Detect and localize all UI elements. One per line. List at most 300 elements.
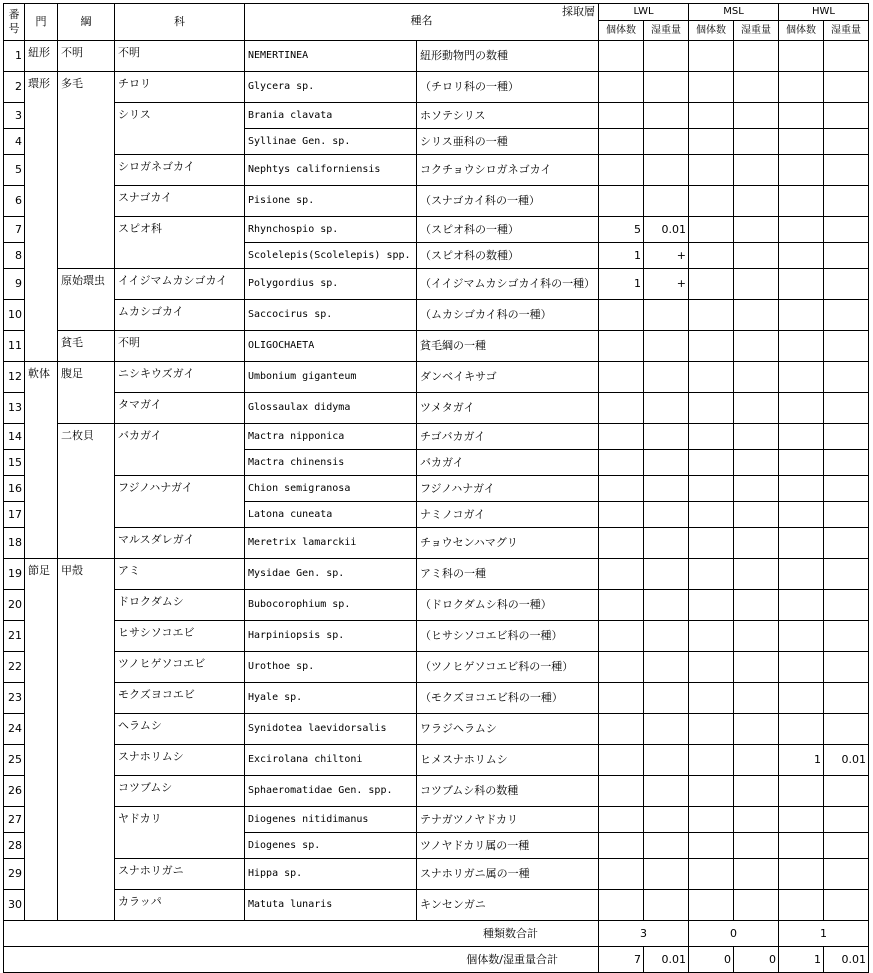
family-cell: 不明 xyxy=(115,331,245,362)
value-hwl-n xyxy=(779,243,824,269)
value-msl-w xyxy=(734,362,779,393)
value-lwl-n xyxy=(599,72,644,103)
class-cell: 原始環虫 xyxy=(58,269,115,331)
header-lwl-count: 個体数 xyxy=(599,21,644,41)
value-lwl-n xyxy=(599,393,644,424)
class-cell: 貧毛 xyxy=(58,331,115,362)
value-msl-n xyxy=(689,243,734,269)
value-lwl-w xyxy=(644,502,689,528)
japanese-name: （ムカシゴカイ科の一種） xyxy=(417,300,599,331)
value-hwl-n xyxy=(779,129,824,155)
value-lwl-w xyxy=(644,450,689,476)
class-cell: 多毛 xyxy=(58,72,115,269)
value-lwl-n xyxy=(599,502,644,528)
value-lwl-w xyxy=(644,331,689,362)
value-lwl-w xyxy=(644,890,689,921)
table-row xyxy=(4,890,869,921)
value-lwl-w: + xyxy=(644,243,689,269)
family-cell: スピオ科 xyxy=(115,217,245,269)
value-hwl-w xyxy=(824,269,869,300)
value-msl-n xyxy=(689,331,734,362)
value-lwl-w xyxy=(644,559,689,590)
row-number: 21 xyxy=(4,621,25,652)
row-number: 24 xyxy=(4,714,25,745)
value-lwl-n xyxy=(599,300,644,331)
value-msl-w xyxy=(734,129,779,155)
class-cell: 甲殻 xyxy=(58,559,115,921)
family-cell: ヤドカリ xyxy=(115,807,245,859)
value-msl-n xyxy=(689,300,734,331)
japanese-name: ダンベイキサゴ xyxy=(417,362,599,393)
scientific-name: Scolelepis(Scolelepis) spp. xyxy=(245,243,417,269)
table-row xyxy=(4,362,869,393)
header-msl: MSL xyxy=(689,4,779,21)
value-hwl-w xyxy=(824,424,869,450)
value-lwl-n: 1 xyxy=(599,243,644,269)
phylum-cell: 環形 xyxy=(25,72,58,362)
table-row xyxy=(4,217,869,243)
japanese-name: （スピオ科の数種） xyxy=(417,243,599,269)
value-lwl-w: + xyxy=(644,269,689,300)
value-lwl-n: 1 xyxy=(599,269,644,300)
japanese-name: フジノハナガイ xyxy=(417,476,599,502)
value-hwl-w xyxy=(824,243,869,269)
header-class: 綱 xyxy=(58,4,115,41)
value-lwl-w xyxy=(644,621,689,652)
scientific-name: Umbonium giganteum xyxy=(245,362,417,393)
value-lwl-w xyxy=(644,590,689,621)
japanese-name: コツブムシ科の数種 xyxy=(417,776,599,807)
family-cell: ヘラムシ xyxy=(115,714,245,745)
table-row xyxy=(4,331,869,362)
total-label: 個体数/湿重量合計 xyxy=(4,947,599,973)
table-row xyxy=(4,745,869,776)
value-msl-n xyxy=(689,155,734,186)
value-lwl-w xyxy=(644,528,689,559)
total-msl-weight: 0 xyxy=(734,947,779,973)
value-hwl-w xyxy=(824,72,869,103)
scientific-name: Matuta lunaris xyxy=(245,890,417,921)
japanese-name: チゴバカガイ xyxy=(417,424,599,450)
value-hwl-w xyxy=(824,621,869,652)
scientific-name: OLIGOCHAETA xyxy=(245,331,417,362)
header-msl-count: 個体数 xyxy=(689,21,734,41)
value-hwl-n xyxy=(779,776,824,807)
family-cell: イイジマムカシゴカイ xyxy=(115,269,245,300)
value-msl-w xyxy=(734,41,779,72)
value-msl-w xyxy=(734,621,779,652)
value-hwl-w xyxy=(824,103,869,129)
row-number: 10 xyxy=(4,300,25,331)
table-row xyxy=(4,186,869,217)
value-msl-w xyxy=(734,450,779,476)
value-msl-n xyxy=(689,859,734,890)
value-hwl-n xyxy=(779,269,824,300)
header-phylum: 門 xyxy=(25,4,58,41)
total-hwl-weight: 0.01 xyxy=(824,947,869,973)
species-count-row xyxy=(4,921,869,947)
scientific-name: Syllinae Gen. sp. xyxy=(245,129,417,155)
value-hwl-n xyxy=(779,450,824,476)
scientific-name: Chion semigranosa xyxy=(245,476,417,502)
value-lwl-n xyxy=(599,424,644,450)
row-number: 17 xyxy=(4,502,25,528)
value-msl-w xyxy=(734,502,779,528)
value-hwl-w xyxy=(824,217,869,243)
value-lwl-w xyxy=(644,300,689,331)
value-msl-n xyxy=(689,559,734,590)
value-hwl-w xyxy=(824,807,869,833)
value-lwl-w xyxy=(644,155,689,186)
value-hwl-n xyxy=(779,528,824,559)
row-number: 5 xyxy=(4,155,25,186)
value-hwl-n xyxy=(779,683,824,714)
value-hwl-w xyxy=(824,393,869,424)
japanese-name: バカガイ xyxy=(417,450,599,476)
scientific-name: Harpiniopsis sp. xyxy=(245,621,417,652)
value-hwl-n xyxy=(779,103,824,129)
family-cell: コツブムシ xyxy=(115,776,245,807)
value-hwl-w xyxy=(824,833,869,859)
row-number: 6 xyxy=(4,186,25,217)
value-lwl-n xyxy=(599,859,644,890)
header-hwl-weight: 湿重量 xyxy=(824,21,869,41)
row-number: 13 xyxy=(4,393,25,424)
scientific-name: Bubocorophium sp. xyxy=(245,590,417,621)
total-lwl-weight: 0.01 xyxy=(644,947,689,973)
value-hwl-n xyxy=(779,362,824,393)
value-msl-w xyxy=(734,559,779,590)
value-hwl-w xyxy=(824,476,869,502)
value-lwl-n xyxy=(599,528,644,559)
table-row xyxy=(4,41,869,72)
value-msl-n xyxy=(689,186,734,217)
family-cell: フジノハナガイ xyxy=(115,476,245,528)
value-msl-w xyxy=(734,393,779,424)
value-msl-w xyxy=(734,186,779,217)
value-msl-n xyxy=(689,103,734,129)
value-msl-w xyxy=(734,424,779,450)
row-number: 2 xyxy=(4,72,25,103)
value-hwl-w xyxy=(824,186,869,217)
family-cell: 不明 xyxy=(115,41,245,72)
value-msl-w xyxy=(734,72,779,103)
value-lwl-n xyxy=(599,621,644,652)
total-lwl-count: 7 xyxy=(599,947,644,973)
value-lwl-n xyxy=(599,362,644,393)
value-lwl-w xyxy=(644,652,689,683)
scientific-name: Diogenes sp. xyxy=(245,833,417,859)
value-msl-w xyxy=(734,590,779,621)
total-hwl-count: 1 xyxy=(779,947,824,973)
value-hwl-n: 1 xyxy=(779,745,824,776)
table-row xyxy=(4,103,869,129)
scientific-name: Brania clavata xyxy=(245,103,417,129)
scientific-name: Urothoe sp. xyxy=(245,652,417,683)
family-cell: バカガイ xyxy=(115,424,245,476)
value-hwl-w xyxy=(824,450,869,476)
table-row xyxy=(4,300,869,331)
value-lwl-n xyxy=(599,590,644,621)
value-hwl-n xyxy=(779,807,824,833)
value-msl-w xyxy=(734,859,779,890)
table-row xyxy=(4,476,869,502)
value-msl-n xyxy=(689,833,734,859)
value-hwl-n xyxy=(779,393,824,424)
value-msl-w xyxy=(734,476,779,502)
row-number: 12 xyxy=(4,362,25,393)
japanese-name: シリス亜科の一種 xyxy=(417,129,599,155)
scientific-name: Mactra chinensis xyxy=(245,450,417,476)
row-number: 8 xyxy=(4,243,25,269)
value-lwl-w xyxy=(644,807,689,833)
species-count-label: 種類数合計 xyxy=(4,921,599,947)
value-msl-n xyxy=(689,502,734,528)
value-msl-n xyxy=(689,129,734,155)
family-cell: スナホリガニ xyxy=(115,859,245,890)
japanese-name: ワラジヘラムシ xyxy=(417,714,599,745)
row-number: 1 xyxy=(4,41,25,72)
class-cell: 不明 xyxy=(58,41,115,72)
value-lwl-w xyxy=(644,393,689,424)
value-msl-w xyxy=(734,683,779,714)
value-hwl-n xyxy=(779,300,824,331)
row-number: 19 xyxy=(4,559,25,590)
value-lwl-w xyxy=(644,41,689,72)
row-number: 27 xyxy=(4,807,25,833)
value-msl-n xyxy=(689,890,734,921)
value-hwl-w xyxy=(824,683,869,714)
value-hwl-w xyxy=(824,652,869,683)
scientific-name: Diogenes nitidimanus xyxy=(245,807,417,833)
japanese-name: チョウセンハマグリ xyxy=(417,528,599,559)
family-cell: アミ xyxy=(115,559,245,590)
value-hwl-w xyxy=(824,41,869,72)
value-lwl-w xyxy=(644,714,689,745)
japanese-name: （スピオ科の一種） xyxy=(417,217,599,243)
scientific-name: Nephtys californiensis xyxy=(245,155,417,186)
family-cell: チロリ xyxy=(115,72,245,103)
header-row-1 xyxy=(4,4,869,21)
value-lwl-w xyxy=(644,129,689,155)
value-hwl-w xyxy=(824,300,869,331)
value-lwl-n xyxy=(599,890,644,921)
value-msl-n xyxy=(689,362,734,393)
value-lwl-n xyxy=(599,683,644,714)
family-cell: ツノヒゲソコエビ xyxy=(115,652,245,683)
value-msl-n xyxy=(689,714,734,745)
value-hwl-n xyxy=(779,217,824,243)
value-lwl-n xyxy=(599,776,644,807)
value-msl-n xyxy=(689,590,734,621)
value-lwl-n xyxy=(599,714,644,745)
value-msl-n xyxy=(689,652,734,683)
value-lwl-n xyxy=(599,129,644,155)
family-cell: スナゴカイ xyxy=(115,186,245,217)
scientific-name: Excirolana chiltoni xyxy=(245,745,417,776)
table-row xyxy=(4,652,869,683)
value-lwl-n xyxy=(599,807,644,833)
japanese-name: （イイジマムカシゴカイ科の一種） xyxy=(417,269,599,300)
value-hwl-w: 0.01 xyxy=(824,745,869,776)
japanese-name: ツメタガイ xyxy=(417,393,599,424)
family-cell: ヒサシソコエビ xyxy=(115,621,245,652)
header-family: 科 xyxy=(115,4,245,41)
row-number: 15 xyxy=(4,450,25,476)
scientific-name: Mactra nipponica xyxy=(245,424,417,450)
value-hwl-w xyxy=(824,859,869,890)
value-msl-w xyxy=(734,243,779,269)
value-hwl-n xyxy=(779,833,824,859)
species-count-hwl: 1 xyxy=(779,921,869,947)
value-lwl-n xyxy=(599,450,644,476)
row-number: 4 xyxy=(4,129,25,155)
value-lwl-w: 0.01 xyxy=(644,217,689,243)
row-number: 29 xyxy=(4,859,25,890)
value-hwl-n xyxy=(779,424,824,450)
row-number: 26 xyxy=(4,776,25,807)
japanese-name: ヒメスナホリムシ xyxy=(417,745,599,776)
row-number: 7 xyxy=(4,217,25,243)
value-hwl-n xyxy=(779,331,824,362)
header-hwl-count: 個体数 xyxy=(779,21,824,41)
total-row xyxy=(4,947,869,973)
value-lwl-w xyxy=(644,72,689,103)
family-cell: ムカシゴカイ xyxy=(115,300,245,331)
value-msl-n xyxy=(689,450,734,476)
table-row xyxy=(4,590,869,621)
value-lwl-w xyxy=(644,186,689,217)
header-no: 番号 xyxy=(4,4,25,41)
value-hwl-n xyxy=(779,476,824,502)
japanese-name: キンセンガニ xyxy=(417,890,599,921)
scientific-name: Saccocirus sp. xyxy=(245,300,417,331)
row-number: 22 xyxy=(4,652,25,683)
value-msl-n xyxy=(689,393,734,424)
value-msl-w xyxy=(734,300,779,331)
value-hwl-w xyxy=(824,890,869,921)
japanese-name: アミ科の一種 xyxy=(417,559,599,590)
scientific-name: Glycera sp. xyxy=(245,72,417,103)
value-hwl-n xyxy=(779,652,824,683)
species-count-msl: 0 xyxy=(689,921,779,947)
value-lwl-w xyxy=(644,833,689,859)
value-lwl-n: 5 xyxy=(599,217,644,243)
japanese-name: （モクズヨコエビ科の一種） xyxy=(417,683,599,714)
row-number: 25 xyxy=(4,745,25,776)
value-hwl-n xyxy=(779,502,824,528)
value-msl-w xyxy=(734,652,779,683)
value-hwl-n xyxy=(779,186,824,217)
japanese-name: （チロリ科の一種） xyxy=(417,72,599,103)
family-cell: ドロクダムシ xyxy=(115,590,245,621)
phylum-cell: 節足 xyxy=(25,559,58,921)
japanese-name: ツノヤドカリ属の一種 xyxy=(417,833,599,859)
row-number: 16 xyxy=(4,476,25,502)
japanese-name: スナホリガニ属の一種 xyxy=(417,859,599,890)
value-lwl-n xyxy=(599,41,644,72)
value-hwl-w xyxy=(824,502,869,528)
japanese-name: 貧毛綱の一種 xyxy=(417,331,599,362)
value-lwl-w xyxy=(644,683,689,714)
scientific-name: NEMERTINEA xyxy=(245,41,417,72)
value-lwl-n xyxy=(599,476,644,502)
value-msl-n xyxy=(689,476,734,502)
row-number: 23 xyxy=(4,683,25,714)
table-row xyxy=(4,683,869,714)
value-hwl-n xyxy=(779,714,824,745)
value-hwl-w xyxy=(824,129,869,155)
value-hwl-n xyxy=(779,559,824,590)
scientific-name: Pisione sp. xyxy=(245,186,417,217)
value-hwl-w xyxy=(824,155,869,186)
scientific-name: Glossaulax didyma xyxy=(245,393,417,424)
table-row xyxy=(4,714,869,745)
table-row xyxy=(4,807,869,833)
header-hwl: HWL xyxy=(779,4,869,21)
value-lwl-n xyxy=(599,745,644,776)
japanese-name: ナミノコガイ xyxy=(417,502,599,528)
value-msl-w xyxy=(734,155,779,186)
family-cell: マルスダレガイ xyxy=(115,528,245,559)
phylum-cell: 軟体 xyxy=(25,362,58,559)
family-cell: カラッパ xyxy=(115,890,245,921)
value-msl-n xyxy=(689,745,734,776)
japanese-name: テナガツノヤドカリ xyxy=(417,807,599,833)
row-number: 18 xyxy=(4,528,25,559)
value-lwl-w xyxy=(644,362,689,393)
value-hwl-n xyxy=(779,72,824,103)
value-hwl-n xyxy=(779,859,824,890)
table-row xyxy=(4,559,869,590)
row-number: 30 xyxy=(4,890,25,921)
scientific-name: Latona cuneata xyxy=(245,502,417,528)
japanese-name: （ヒサシソコエビ科の一種） xyxy=(417,621,599,652)
row-number: 3 xyxy=(4,103,25,129)
scientific-name: Hippa sp. xyxy=(245,859,417,890)
value-hwl-w xyxy=(824,528,869,559)
header-lwl: LWL xyxy=(599,4,689,21)
value-hwl-w xyxy=(824,331,869,362)
value-lwl-w xyxy=(644,859,689,890)
value-lwl-w xyxy=(644,745,689,776)
value-hwl-w xyxy=(824,559,869,590)
species-table xyxy=(3,3,869,973)
value-hwl-w xyxy=(824,714,869,745)
value-msl-w xyxy=(734,269,779,300)
value-msl-w xyxy=(734,745,779,776)
value-lwl-w xyxy=(644,476,689,502)
table-row xyxy=(4,424,869,450)
table-row xyxy=(4,859,869,890)
value-msl-n xyxy=(689,807,734,833)
row-number: 14 xyxy=(4,424,25,450)
row-number: 28 xyxy=(4,833,25,859)
family-cell: シロガネゴカイ xyxy=(115,155,245,186)
class-cell: 腹足 xyxy=(58,362,115,424)
value-lwl-n xyxy=(599,652,644,683)
value-lwl-w xyxy=(644,776,689,807)
family-cell: モクズヨコエビ xyxy=(115,683,245,714)
value-msl-w xyxy=(734,103,779,129)
header-species: 種名 xyxy=(410,14,433,27)
scientific-name: Mysidae Gen. sp. xyxy=(245,559,417,590)
value-msl-w xyxy=(734,776,779,807)
value-lwl-n xyxy=(599,155,644,186)
value-msl-w xyxy=(734,807,779,833)
value-msl-n xyxy=(689,683,734,714)
scientific-name: Hyale sp. xyxy=(245,683,417,714)
